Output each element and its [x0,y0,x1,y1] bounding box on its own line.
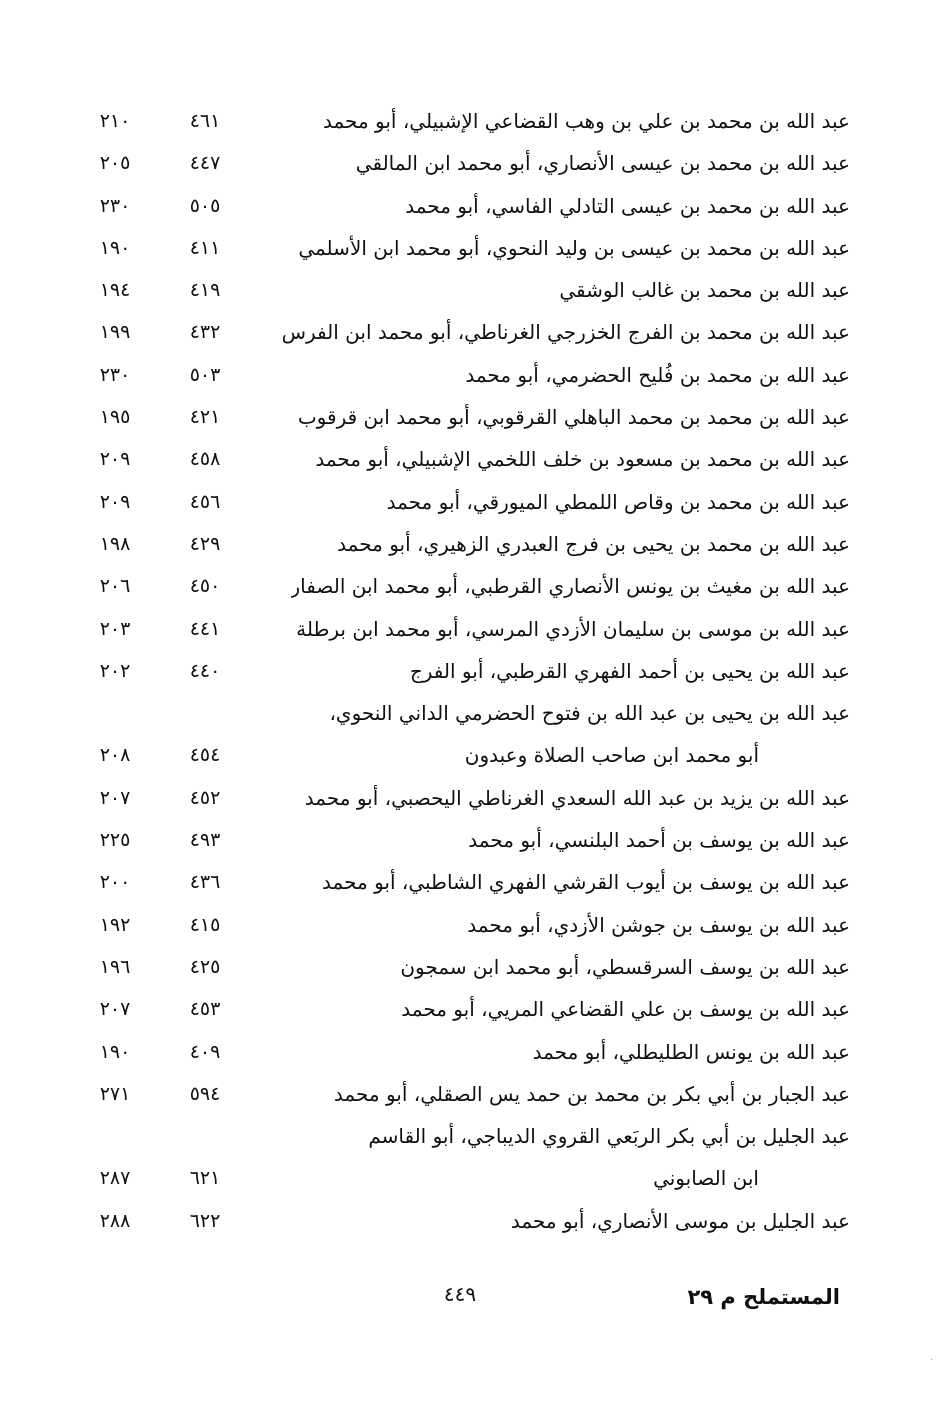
entry-name: عبد الله بن يوسف بن علي القضاعي المريي، أبو محمد [401,997,850,1022]
entry-name: عبد الله بن محمد بن وقاص اللمطي الميورقي، أبو محمد [386,489,850,514]
entry-name: عبد الله بن موسى بن سليمان الأزدي المرسي، أبو محمد ابن برطلة [296,616,850,641]
entry-name: عبد الله بن يوسف بن أيوب القرشي الفهري الشاطبي، أبو محمد [322,870,850,895]
entry-name: عبد الله بن يحيى بن عبد الله بن فتوح الحضرمي الداني النحوي، [329,701,850,726]
entry-name: عبد الله بن محمد بن محمد الباهلي القرقوبي، أبو محمد ابن قرقوب [297,405,850,430]
index-entry [0,396,944,438]
index-entry [0,227,944,269]
index-entry [0,692,944,777]
entry-number: ٥٩٤ [189,1082,221,1105]
entry-line [0,988,944,1030]
entry-name: عبد الله بن محمد بن علي بن وهب القضاعي الإشبيلي، أبو محمد [322,109,850,133]
index-entry [0,819,944,861]
entry-name: عبد الله بن مغيث بن يونس الأنصاري القرطبي، أبو محمد ابن الصفار [290,574,850,599]
entry-line [0,142,944,184]
entry-name: عبد الله بن يحيى بن أحمد الفهري القرطبي، أبو الفرج [409,658,850,683]
entry-line [0,946,944,988]
entry-page: ٢٠٠ [99,871,131,894]
entry-name: عبد الله بن محمد بن عيسى الأنصاري، أبو محمد ابن المالقي [355,151,850,176]
entry-line [0,1115,944,1157]
entry-page: ١٩٤ [99,279,131,302]
entry-number: ٤٥٨ [189,448,221,471]
entry-name: عبد الجليل بن أبي بكر الربَعي القروي الديباجي، أبو القاسم [368,1124,850,1149]
entry-line [0,1073,944,1115]
entry-name: عبد الله بن يوسف السرقسطي، أبو محمد ابن سمجون [400,954,850,979]
entry-number: ٤٢٩ [189,532,221,555]
entry-name: عبد الله بن يوسف بن أحمد البلنسي، أبو محمد [468,828,850,853]
entry-number: ٤٥٣ [189,998,221,1021]
entry-line [0,396,944,438]
entry-page: ١٩٦ [99,955,131,978]
entry-line [0,777,944,819]
entry-line [0,861,944,903]
entry-name: عبد الله بن محمد بن الفرج الخزرجي الغرناطي، أبو محمد ابن الفرس [281,320,850,345]
index-entry [0,988,944,1030]
entry-page: ٢٠٩ [99,490,131,513]
entry-name: عبد الله بن محمد بن غالب الوشقي [559,278,850,303]
entry-line [0,692,944,734]
index-entry [0,100,944,142]
entry-page: ٢٠٩ [99,448,131,471]
entry-page: ٢٣٠ [99,363,131,386]
entry-name: عبد الله بن محمد بن عيسى بن وليد النحوي، أبو محمد ابن الأسلمي [298,235,850,260]
entry-line [0,1157,944,1199]
entry-page: ٢٠٢ [99,659,131,682]
entry-line [0,734,944,776]
entry-page: ٢٠٨ [99,744,131,767]
entry-number: ٤٥٠ [189,575,221,598]
index-entry [0,269,944,311]
entry-number: ٥٠٣ [189,363,221,386]
index-entry [0,438,944,480]
entry-number: ٤٥٦ [189,490,221,513]
entry-number: ٤١١ [189,236,221,259]
entry-page: ١٩٨ [99,532,131,555]
entry-line [0,1200,944,1242]
entry-line [0,904,944,946]
entry-page: ٢٨٧ [99,1167,131,1190]
entry-number: ٤٠٩ [189,1040,221,1063]
entry-page: ٢٠٧ [99,786,131,809]
entry-page: ٢٠٦ [99,575,131,598]
entry-name: عبد الجليل بن موسى الأنصاري، أبو محمد [510,1208,850,1233]
entry-number: ٤٢١ [189,406,221,429]
index-entry [0,946,944,988]
entry-page: ٢٧١ [99,1082,131,1105]
index-entry [0,481,944,523]
index-entry [0,1031,944,1073]
entry-number: ٤٥٢ [189,786,221,809]
index-entry [0,904,944,946]
entry-page: ١٩٩ [99,321,131,344]
entry-line [0,565,944,607]
entry-name: عبد الله بن يزيد بن عبد الله السعدي الغرناطي اليحصبي، أبو محمد [304,785,850,810]
entry-page: ٢١٠ [99,110,131,132]
index-entry [0,1073,944,1115]
entry-page: ٢٠٧ [99,998,131,1021]
entry-name: عبد الله بن محمد بن فُليح الحضرمي، أبو محمد [465,362,850,387]
index-entry [0,185,944,227]
index-entry [0,1115,944,1200]
entry-number: ٤٤١ [189,617,221,640]
entry-page: ١٩٠ [99,1040,131,1063]
entry-name-continuation: أبو محمد ابن صاحب الصلاة وعبدون [464,743,759,768]
entry-number: ٤٤٧ [189,152,221,175]
entry-number: ٤١٥ [189,913,221,936]
entry-line [0,311,944,353]
entry-line [0,185,944,227]
entry-number: ٦٢١ [189,1167,221,1190]
entry-line [0,227,944,269]
signature-mark: المستملح م ٢٩ [687,1285,840,1309]
entry-page: ١٩٠ [99,236,131,259]
entry-line [0,481,944,523]
entry-line [0,819,944,861]
entry-line [0,1031,944,1073]
index-entry [0,354,944,396]
entry-page: ١٩٢ [99,913,131,936]
entry-name: عبد الله بن محمد بن عيسى التادلي الفاسي، أبو محمد [405,193,850,218]
index-entry [0,311,944,353]
entry-page: ١٩٥ [99,406,131,429]
entry-line [0,269,944,311]
index-entry [0,1200,944,1242]
entry-number: ٤٤٠ [189,659,221,682]
index-entries [0,100,944,1242]
entry-line [0,523,944,565]
index-entry [0,523,944,565]
entry-line [0,650,944,692]
entry-number: ٦٢٢ [189,1209,221,1232]
entry-name: عبد الله بن يونس الطليطلي، أبو محمد [532,1039,850,1064]
index-entry [0,650,944,692]
entry-page: ٢٠٥ [99,152,131,175]
index-entry [0,142,944,184]
index-entry [0,565,944,607]
entry-number: ٤٩٣ [189,829,221,852]
index-entry [0,861,944,903]
entry-name: عبد الجبار بن أبي بكر بن محمد بن حمد يس الصقلي، أبو محمد [333,1081,850,1106]
entry-line [0,100,944,142]
entry-page: ٢٢٥ [99,829,131,852]
entry-line [0,354,944,396]
entry-number: ٤٥٤ [189,744,221,767]
scan-speck: · [930,1355,934,1366]
entry-name-continuation: ابن الصابوني [653,1166,759,1191]
entry-name: عبد الله بن يوسف بن جوشن الأزدي، أبو محمد [467,912,850,937]
entry-number: ٤٦١ [189,110,221,132]
entry-number: ٤٢٥ [189,955,221,978]
entry-number: ٤٣٢ [189,321,221,344]
entry-page: ٢٠٣ [99,617,131,640]
index-entry [0,777,944,819]
index-entry [0,608,944,650]
entry-name: عبد الله بن محمد بن مسعود بن خلف اللخمي الإشبيلي، أبو محمد [315,447,850,472]
entry-number: ٤٣٦ [189,871,221,894]
entry-number: ٤١٩ [189,279,221,302]
page-number: ٤٤٩ [443,1282,477,1306]
entry-name: عبد الله بن محمد بن يحيى بن فرج العبدري الزهيري، أبو محمد [337,531,850,556]
entry-page: ٢٣٠ [99,194,131,217]
entry-line [0,438,944,480]
entry-number: ٥٠٥ [189,194,221,217]
entry-line [0,608,944,650]
entry-page: ٢٨٨ [99,1209,131,1232]
